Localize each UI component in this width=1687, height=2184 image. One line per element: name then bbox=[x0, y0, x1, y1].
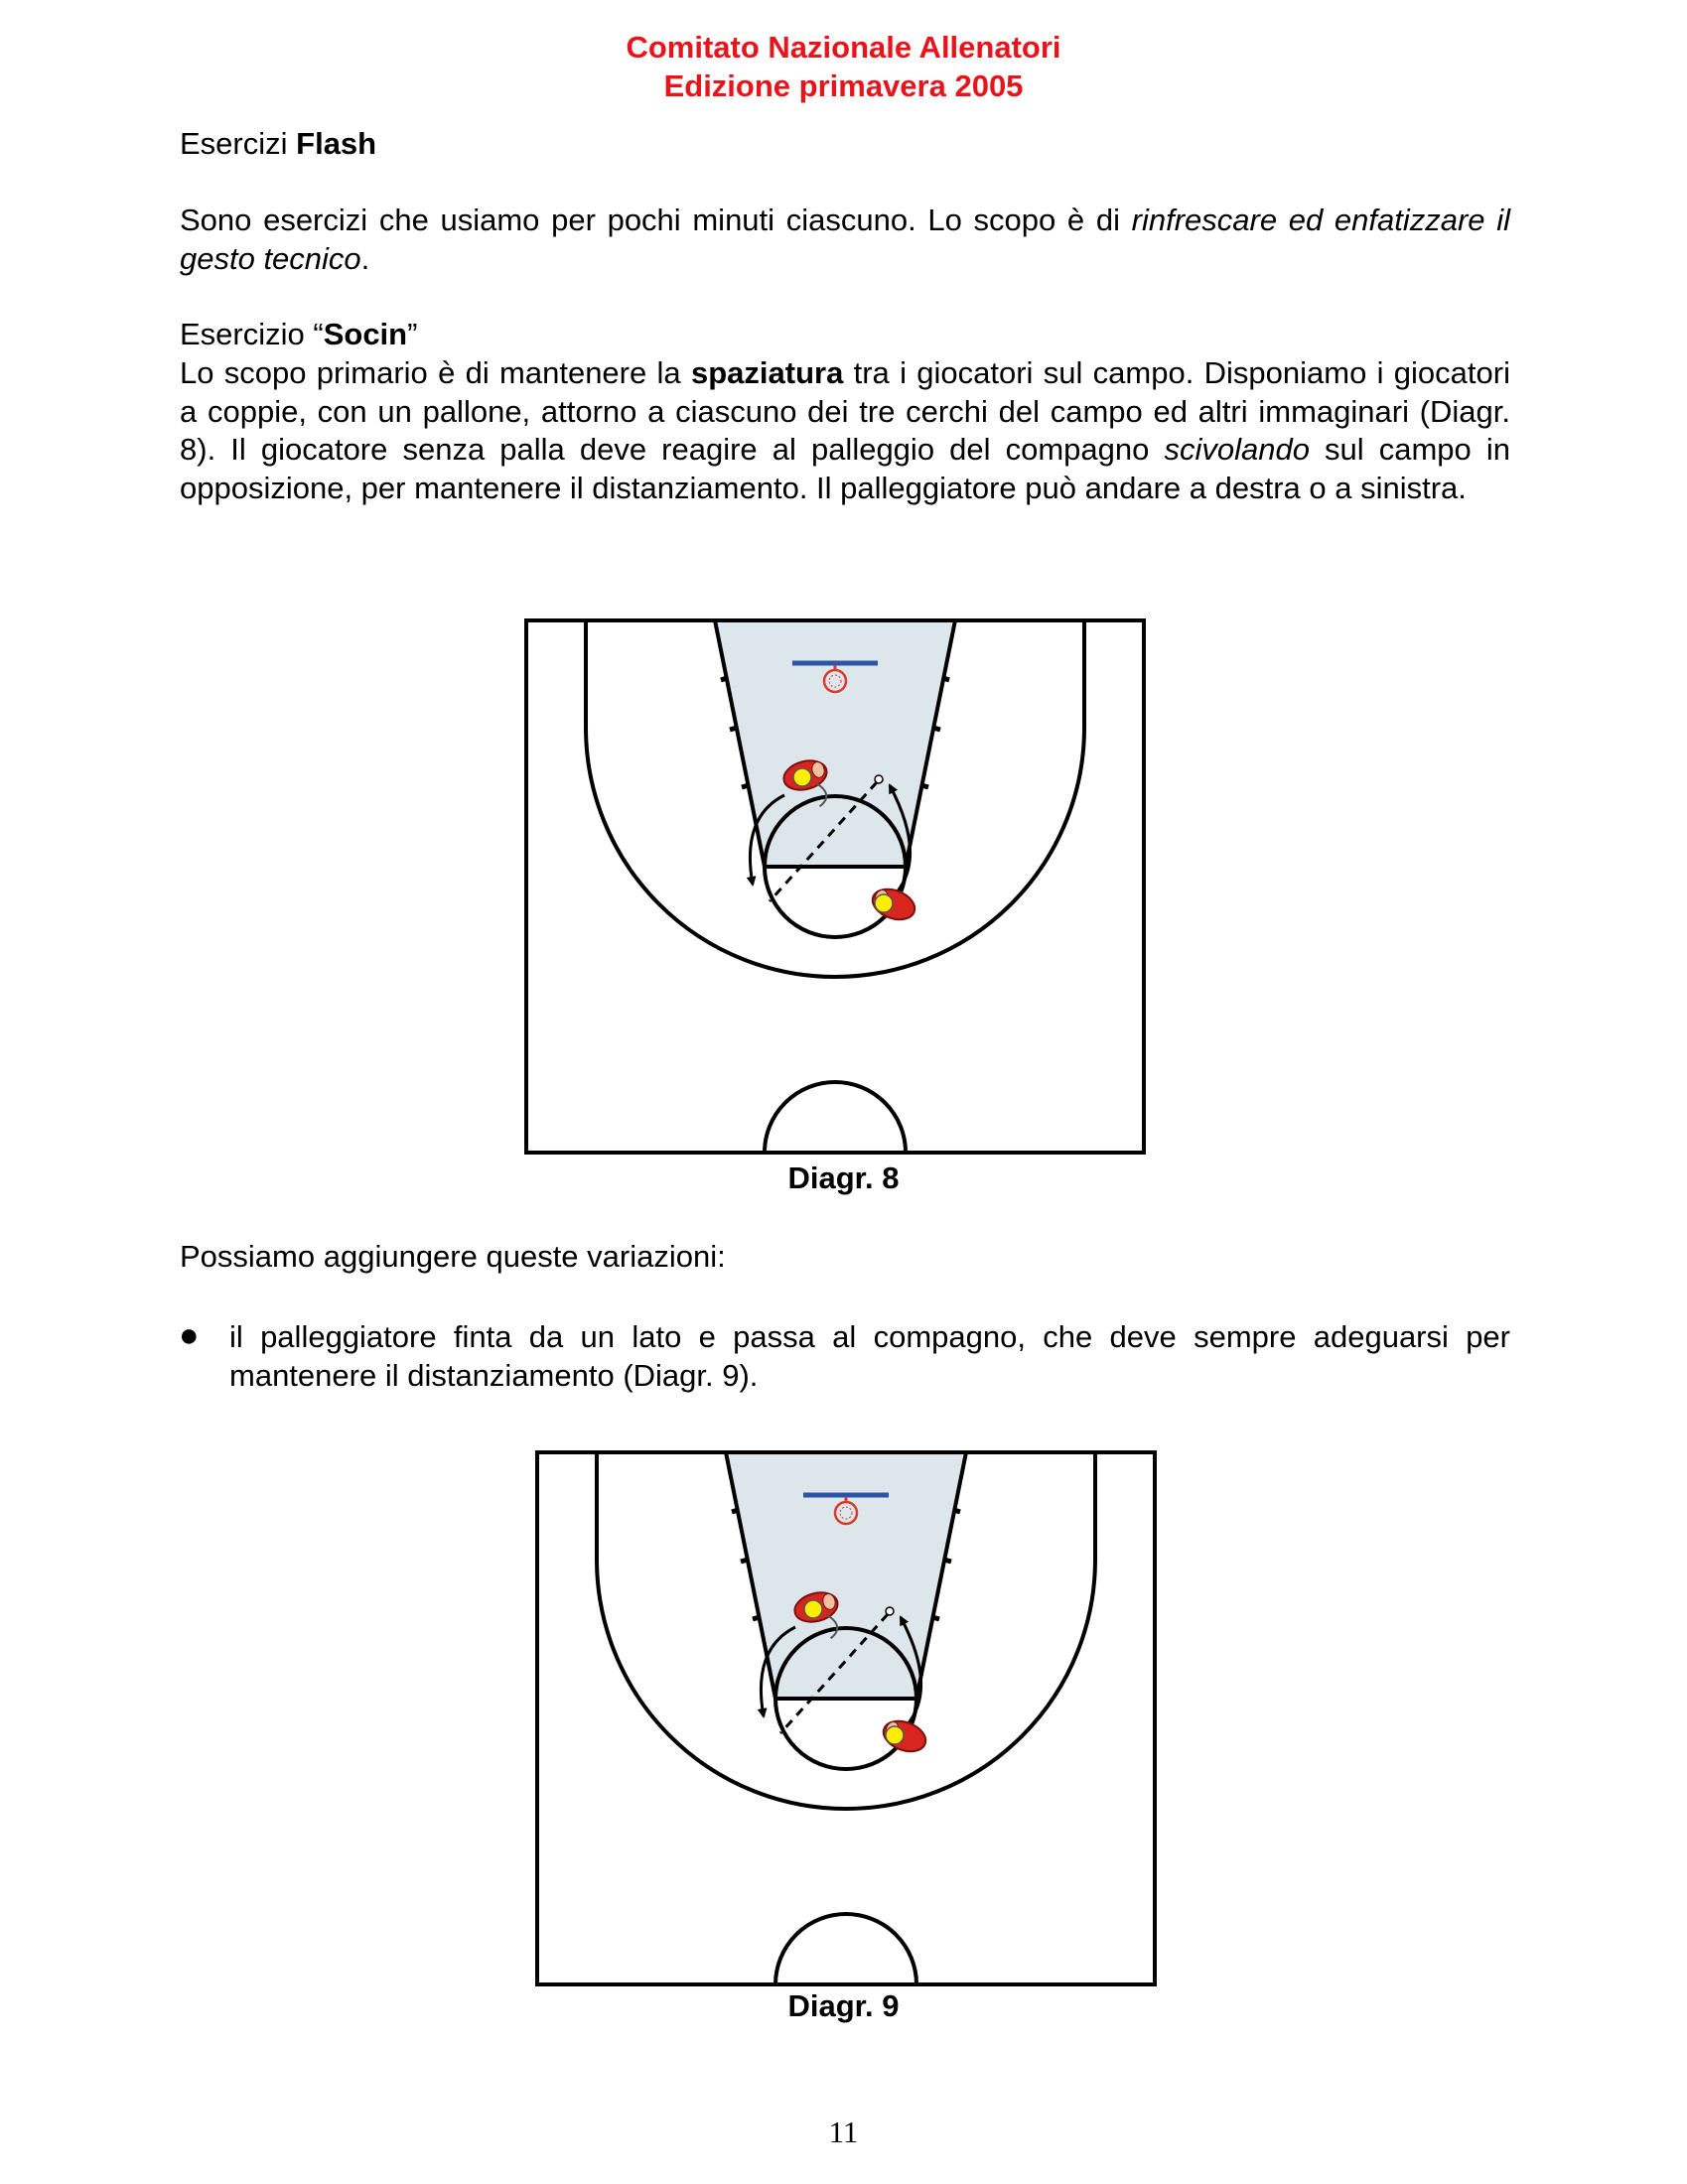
header-line-2: Edizione primavera 2005 bbox=[663, 68, 1024, 103]
exercise-text-3: sul campo in opposizione, per mantenere il distanziamento. Il palleggiatore può andare a destra o a sinistra. bbox=[180, 432, 1510, 505]
bullet-symbol: ● bbox=[179, 1316, 200, 1354]
section-title-bold: Flash bbox=[296, 126, 377, 161]
exercise-italic: scivolando bbox=[1164, 432, 1310, 467]
diagram-8-court bbox=[524, 618, 1146, 1155]
header-line-1: Comitato Nazionale Allenatori bbox=[626, 30, 1061, 65]
bullet-text: il palleggiatore finta da un lato e passa al compagno, che deve sempre adeguarsi per mantenere il distanziamento (Diagr. 9). bbox=[229, 1319, 1510, 1393]
exercise-paragraph bbox=[180, 354, 1510, 507]
exercise-title bbox=[180, 316, 1510, 354]
intro-italic: rinfrescare ed enfatizzare il gesto tecnico bbox=[180, 203, 1510, 276]
intro-text: Sono esercizi che usiamo per pochi minuti ciascuno. Lo scopo è di bbox=[180, 203, 1132, 237]
exercise-text-1: Lo scopo primario è di mantenere la bbox=[180, 355, 691, 390]
intro-end: . bbox=[360, 240, 370, 276]
intro-paragraph bbox=[180, 202, 1510, 278]
variations-intro: Possiamo aggiungere queste variazioni: bbox=[180, 1239, 726, 1274]
exercise-title-prefix: Esercizio “ bbox=[180, 317, 324, 351]
exercise-title-suffix: ” bbox=[407, 317, 418, 351]
exercise-bold: spaziatura bbox=[690, 355, 844, 390]
section-title bbox=[180, 125, 1510, 164]
exercise-title-bold: Socin bbox=[323, 317, 408, 351]
exercise-text-2: tra i giocatori sul campo. Disponiamo i giocatori a coppie, con un pallone, attorno a ciascuno dei tre cerchi del campo ed altri immaginari (Diagr. 8). Il giocatore senza palla deve reagire al palleggio del compagno bbox=[180, 355, 1510, 467]
document-header bbox=[0, 28, 1687, 105]
diagram-9-caption: Diagr. 9 bbox=[787, 1988, 900, 2023]
diagram-8-caption: Diagr. 8 bbox=[787, 1160, 900, 1195]
diagram-9-court bbox=[535, 1450, 1157, 1986]
page-number: 11 bbox=[828, 2115, 859, 2149]
section-title-prefix: Esercizi bbox=[180, 126, 297, 161]
